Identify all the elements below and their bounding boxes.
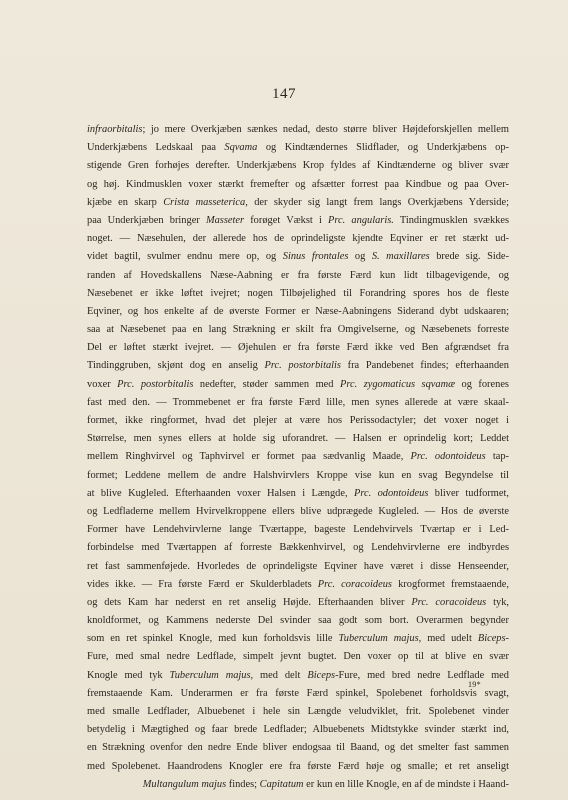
text-line bbox=[87, 194, 509, 212]
text-line bbox=[87, 230, 509, 248]
text-line bbox=[87, 539, 509, 557]
text-line bbox=[87, 285, 509, 303]
text-run: Tindinggruben, skjønt dog en anselig bbox=[87, 360, 265, 372]
text-run: Underkjæbens Ledskaal paa bbox=[87, 142, 225, 154]
text-run: med udelt bbox=[421, 633, 478, 645]
text-run: og høj. Kindmusklen voxer stærkt fremefter og afsætter forrest paa Kindbue og paa Over- bbox=[87, 178, 509, 190]
text-line bbox=[87, 448, 509, 466]
text-run: og dets Kam har nederst en ret anselig Højde. Efterhaanden bliver bbox=[87, 596, 412, 608]
text-run: og forenes bbox=[455, 378, 509, 390]
text-line bbox=[87, 485, 509, 503]
italic-term: Sinus frontales bbox=[282, 251, 349, 263]
text-line bbox=[87, 630, 509, 648]
italic-term: Sqvama bbox=[224, 142, 258, 154]
text-line bbox=[87, 721, 509, 739]
text-line bbox=[87, 648, 509, 666]
italic-term: Prc. odontoideus bbox=[353, 487, 429, 499]
text-line bbox=[87, 667, 509, 685]
text-run: vides ikke. — Fra første Færd er Skulderbladets bbox=[87, 578, 318, 590]
text-run: ; jo mere Overkjæben sænkes nedad, desto større bliver Højdeforskjellen mellem bbox=[142, 124, 509, 135]
text-line bbox=[87, 357, 509, 375]
italic-term: S. maxillares bbox=[371, 251, 430, 263]
text-line bbox=[87, 212, 509, 230]
text-line bbox=[87, 430, 509, 448]
text-line bbox=[87, 739, 509, 757]
text-run: at blive Kugleled. Efterhaanden voxer Halsen i Længde, bbox=[87, 487, 354, 499]
italic-term: Prc. odontoideus bbox=[410, 451, 486, 463]
text-line bbox=[87, 321, 509, 339]
text-run: formet; Leddene mellem de andre Halshvirvlers Kroppe vise kun en svag Begyndelse til bbox=[87, 469, 509, 481]
text-line bbox=[87, 467, 509, 485]
italic-term: Prc. coracoideus bbox=[411, 596, 487, 608]
italic-term: Prc. zygomaticus sqvamæ bbox=[339, 378, 456, 390]
body-text bbox=[87, 121, 509, 794]
page-number: 147 bbox=[272, 86, 296, 102]
text-run: noget. — Næsehulen, der allerede hos de oprindeligste kjendte Eqviner er ret stærkt ud- bbox=[87, 233, 509, 245]
italic-term: Prc. angularis. bbox=[328, 214, 394, 226]
text-run: som en ret spinkel Knogle, med kun forholdsvis lille bbox=[87, 633, 339, 645]
text-line bbox=[87, 703, 509, 721]
text-run: forøget Vækst i bbox=[244, 214, 329, 226]
text-run: Knogle med tyk bbox=[87, 669, 170, 681]
text-line bbox=[87, 248, 509, 266]
text-line bbox=[87, 303, 509, 321]
text-line bbox=[87, 594, 509, 612]
text-run: fast med den. — Trommebenet er fra første Færd lille, men synes allerede at være skaal- bbox=[87, 396, 509, 408]
text-run: Fure, med smal nedre Ledflade, simpelt jevnt bugtet. Den voxer op til at blive en svær bbox=[87, 651, 509, 663]
text-run: tap- bbox=[485, 451, 509, 463]
text-run: mellem Ringhvirvel og Taphvirvel er formet paa sædvanlig Maade, bbox=[87, 451, 411, 463]
text-line bbox=[87, 558, 509, 576]
italic-term: Tuberculum majus, bbox=[338, 633, 422, 645]
text-run: betydelig i Mægtighed og faar brede Ledflader; Albuebenets Midtstykke svinder stærkt ind, bbox=[87, 724, 509, 736]
text-run: videt bagtil, svulmer endnu mere op, og bbox=[87, 251, 283, 263]
text-run: Del er løftet stærkt ivejret. — Øjehulen er fra første Færd ikke ved Ben afgrændset fra bbox=[87, 342, 509, 354]
italic-term: Prc. postorbitalis bbox=[264, 360, 341, 372]
text-line bbox=[87, 176, 509, 194]
italic-term: Capitatum bbox=[259, 778, 304, 790]
italic-term: Masseter bbox=[205, 214, 245, 226]
signature-mark: 19* bbox=[468, 680, 481, 689]
text-run: bliver tudformet, bbox=[428, 487, 509, 499]
text-line bbox=[87, 576, 509, 594]
text-line bbox=[87, 685, 509, 703]
text-run: krogformet fremstaaende, bbox=[391, 578, 509, 590]
text-run: Tindingmusklen svækkes bbox=[393, 214, 510, 226]
text-line bbox=[87, 412, 509, 430]
text-run: formet, ikke ringformet, hvad det plejer at være hos Perissodactyler; det voxer noget i bbox=[87, 415, 509, 426]
text-line bbox=[87, 121, 509, 139]
text-line bbox=[87, 521, 509, 539]
text-run: -Fure, med bred nedre Ledflade med bbox=[335, 669, 509, 681]
italic-term: Tuberculum majus, bbox=[169, 669, 254, 681]
text-run: brede sig. Side- bbox=[429, 251, 509, 263]
text-run: med smalle Ledflader, Albuebenet i hele sin Længde veludviklet, frit. Spolebenet vinder bbox=[87, 706, 509, 717]
italic-term: Biceps- bbox=[477, 633, 510, 645]
text-line bbox=[87, 776, 509, 794]
text-run: paa Underkjæben bringer bbox=[87, 214, 206, 226]
italic-term: infraorbitalis bbox=[87, 124, 143, 135]
text-line bbox=[87, 612, 509, 630]
text-line bbox=[87, 394, 509, 412]
text-line bbox=[87, 139, 509, 157]
text-run: og bbox=[348, 251, 372, 263]
italic-term: Crista masseterica, bbox=[163, 196, 248, 208]
text-run: en Strækning ovenfor den nedre Ende bliver endogsaa til Baand, og det smelter fast sammen bbox=[87, 742, 509, 754]
text-run: forbindelse med Tværtappen af forreste Bækkenhvirvel, og Lendehvirvlerne ere indbyrdes bbox=[87, 542, 509, 554]
text-run: voxer bbox=[87, 378, 118, 390]
text-run: er kun en lille Knogle, en af de mindste i Haand- bbox=[303, 778, 509, 790]
text-run: Størrelse, men synes ellers at holde sig uforandret. — Halsen er oprindelig kort; Leddet bbox=[87, 433, 509, 445]
text-run: knoldformet, og Kammens nederste Del svinder saa godt som bort. Overarmen begynder bbox=[87, 615, 509, 627]
italic-term: Multangulum majus bbox=[142, 778, 227, 790]
text-run: med delt bbox=[253, 669, 308, 681]
text-run: stigende Gren forhøjes derefter. Underkjæbens Krop fyldes af Kindtænderne og bliver svær bbox=[87, 160, 509, 172]
text-line bbox=[87, 376, 509, 394]
text-run: Former have Lendehvirvlerne lange Tværtappe, bageste Lendehvirvels Tværtap er i Led- bbox=[87, 524, 509, 536]
text-run: Eqviner, og hos enkelte af de øverste Former er Næse-Aabningens Siderand dybt udskaaren; bbox=[87, 305, 509, 317]
text-run: saa at Næsebenet paa en lang Strækning er skilt fra Omgivelserne, og Næsebenets forreste bbox=[87, 324, 509, 336]
text-run: nedefter, støder sammen med bbox=[193, 378, 340, 390]
text-run: og Kindtændernes Slidflader, og Underkjæbens op- bbox=[257, 142, 509, 154]
text-line bbox=[87, 339, 509, 357]
text-run: fra Pandebenet findes; efterhaanden bbox=[340, 360, 509, 372]
text-run: der skyder sig langt frem langs Overkjæbens Yderside; bbox=[247, 196, 509, 208]
italic-term: Prc. coracoideus bbox=[317, 578, 392, 590]
text-line bbox=[87, 157, 509, 175]
text-run: og Ledfladerne mellem Hvirvelkroppene ellers blive udprægede Kugleled. — Hos de øverste bbox=[87, 505, 509, 517]
text-line bbox=[87, 503, 509, 521]
text-run: kjæbe en skarp bbox=[87, 196, 164, 208]
text-run: ret fast sammenføjede. Hvorledes de oprindeligste Eqviner have været i disse Henseender, bbox=[87, 560, 509, 572]
italic-term: Biceps bbox=[307, 669, 336, 681]
text-run: findes; bbox=[226, 778, 260, 790]
text-line bbox=[87, 758, 509, 776]
text-run: tyk, bbox=[486, 596, 509, 608]
text-line bbox=[87, 267, 509, 285]
text-run: Næsebenet er ikke løftet ivejret; nogen Tilbøjelighed til Forandring spores hos de fleste bbox=[87, 287, 509, 299]
text-run: randen af Hovedskallens Næse-Aabning er fra første Færd kun lidt tilbagevigende, og bbox=[87, 269, 509, 281]
italic-term: Prc. postorbitalis bbox=[117, 378, 194, 390]
text-run: med Spolebenet. Haandrodens Knogler ere fra første Færd høje og smalle; et ret anseligt bbox=[87, 760, 509, 772]
text-run: fremstaaende Kam. Underarmen er fra første Færd spinkel, Spolebenet forholdsvis svagt, bbox=[87, 687, 509, 699]
